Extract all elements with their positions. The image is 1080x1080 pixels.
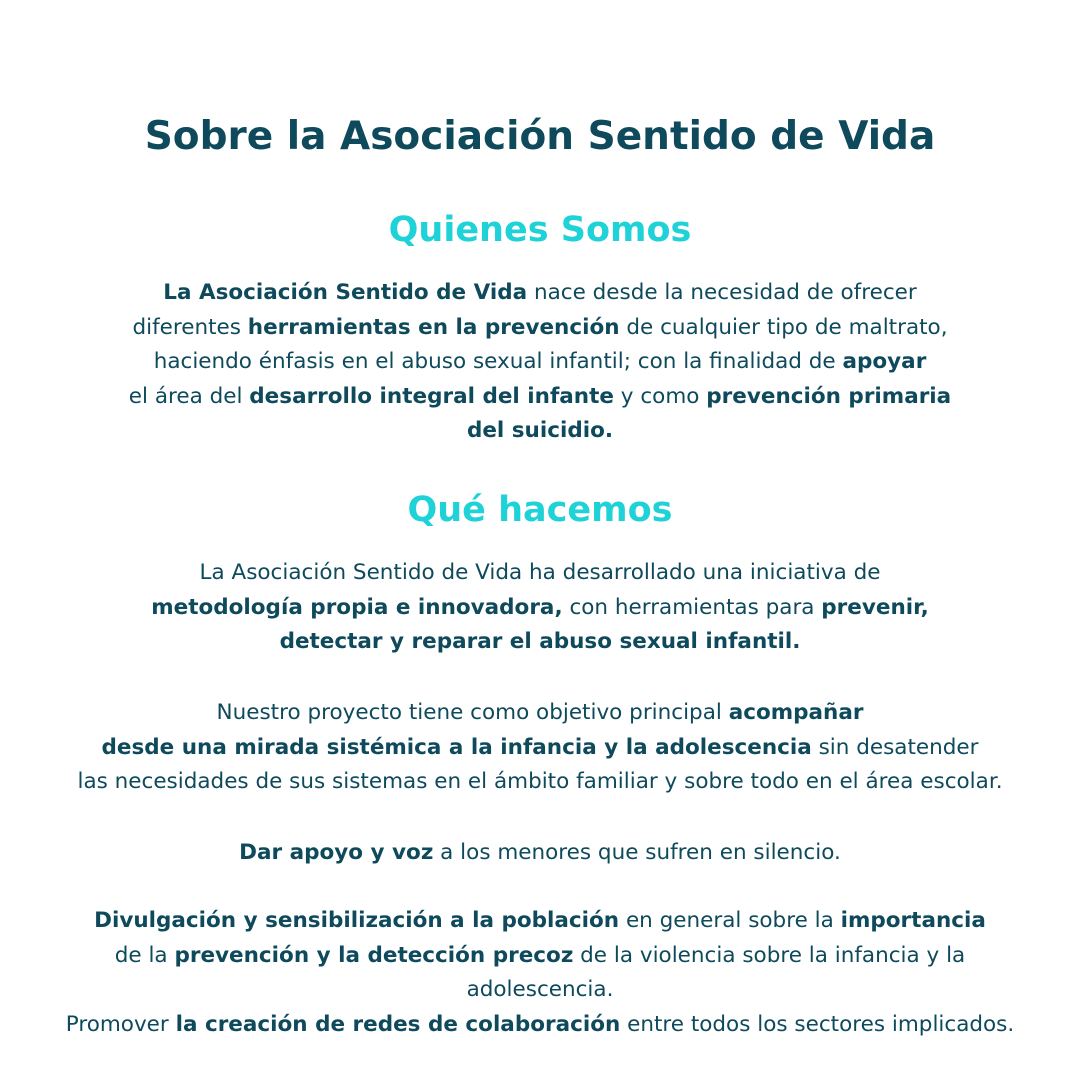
- text-run: de la violencia sobre la infancia y la: [573, 942, 966, 968]
- bold-phrase: desde una mirada sistémica a la infancia y la adolescencia: [101, 734, 812, 760]
- bold-phrase: Dar apoyo y voz: [239, 840, 434, 865]
- paragraph-line: [0, 591, 1080, 626]
- paragraph-line: [0, 904, 1080, 939]
- text-run: Nuestro proyecto tiene como objetivo principal: [216, 700, 729, 725]
- text-run: La Asociación Sentido de Vida ha desarrollado una iniciativa de: [199, 560, 881, 585]
- que-hacemos-heading: Qué hacemos: [407, 490, 673, 530]
- text-run: adolescencia.: [466, 977, 614, 1002]
- bold-phrase: detectar y reparar el abuso sexual infantil.: [279, 629, 801, 654]
- text-run: a los menores que sufren en silencio.: [433, 840, 841, 865]
- paragraph-line: [0, 696, 1080, 731]
- paragraph-line: [0, 276, 1080, 311]
- quienes-somos-heading: Quienes Somos: [388, 210, 692, 250]
- paragraph-line: [0, 731, 1080, 766]
- page-title: Sobre la Asociación Sentido de Vida: [144, 114, 936, 159]
- que-hacemos-paragraph-2: [0, 696, 1080, 800]
- bold-phrase: Divulgación y sensibilización a la población: [94, 908, 620, 933]
- bold-phrase: la creación de redes de colaboración: [175, 1011, 621, 1037]
- paragraph-line: [0, 380, 1080, 415]
- bold-phrase: del suicidio.: [466, 418, 614, 443]
- text-run: haciendo énfasis en el abuso sexual infantil; con la finalidad de: [153, 349, 843, 374]
- text-run: de cualquier tipo de maltrato,: [619, 314, 948, 340]
- bold-phrase: prevenir,: [821, 594, 929, 620]
- quienes-somos-paragraph: [0, 276, 1080, 449]
- bold-phrase: herramientas en la prevención: [247, 314, 620, 340]
- bold-phrase: prevención primaria: [706, 383, 952, 409]
- text-run: Promover: [65, 1011, 176, 1037]
- bold-phrase: apoyar: [842, 349, 927, 374]
- paragraph-line: [0, 1008, 1080, 1043]
- paragraph-line: [0, 414, 1080, 449]
- text-run: diferentes: [132, 314, 248, 340]
- que-hacemos-paragraph-1: [0, 556, 1080, 660]
- que-hacemos-paragraph-3: [0, 836, 1080, 871]
- paragraph-line: [0, 765, 1080, 800]
- text-run: el área del: [128, 383, 250, 409]
- paragraph-line: [0, 345, 1080, 380]
- bold-phrase: prevención y la detección precoz: [174, 942, 574, 968]
- paragraph-line: [0, 625, 1080, 660]
- bold-phrase: metodología propia e innovadora,: [151, 594, 563, 620]
- text-run: de la: [114, 942, 175, 968]
- bold-phrase: acompañar: [728, 700, 864, 725]
- text-run: las necesidades de sus sistemas en el ámbito familiar y sobre todo en el área escolar.: [77, 769, 1003, 794]
- paragraph-line: [0, 836, 1080, 871]
- bold-phrase: importancia: [840, 908, 986, 933]
- text-run: sin desatender: [811, 734, 979, 760]
- bold-phrase: La Asociación Sentido de Vida: [163, 280, 528, 305]
- text-run: entre todos los sectores implicados.: [620, 1011, 1015, 1037]
- text-run: y como: [613, 383, 707, 409]
- paragraph-line: [0, 556, 1080, 591]
- text-run: nace desde la necesidad de ofrecer: [527, 280, 917, 305]
- que-hacemos-paragraph-4: [0, 904, 1080, 1042]
- text-run: con herramientas para: [562, 594, 822, 620]
- paragraph-line: [0, 311, 1080, 346]
- bold-phrase: desarrollo integral del infante: [249, 383, 614, 409]
- text-run: en general sobre la: [619, 908, 841, 933]
- paragraph-line: [0, 939, 1080, 974]
- paragraph-line: [0, 973, 1080, 1008]
